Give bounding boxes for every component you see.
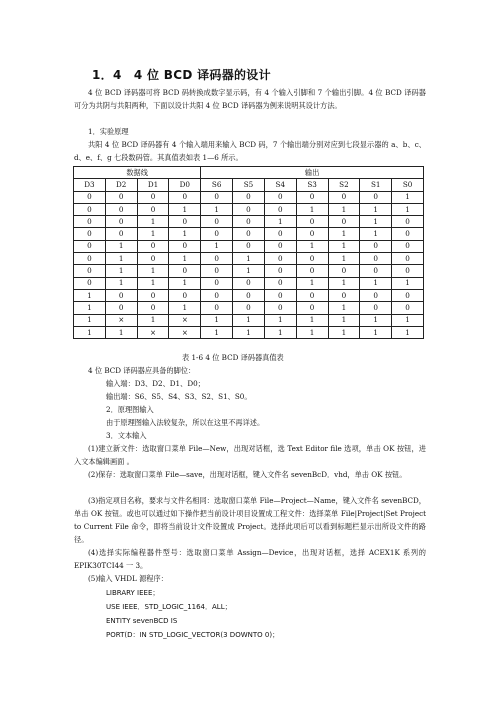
pins-input: 输入端：D3、D2、D1、D0； [106,379,205,388]
code-line: LIBRARY IEEE； [106,589,160,597]
table-cell: 1 [296,314,328,326]
table-cell: 1 [392,314,424,326]
table-cell: 0 [137,191,169,203]
table-cell: 1 [105,277,137,289]
step2-heading: 2．原理图输入 [106,405,154,414]
table-cell: 1 [201,240,233,252]
table-cell: 1 [296,277,328,289]
table-cell: 1 [264,314,296,326]
table-row [74,289,424,301]
table-cell: 1 [201,326,233,338]
column-header: S1 [360,179,392,191]
principle-paragraph: 共阳 4 位 BCD 译码器有 4 个输入端用来输入 BCD 码，7 个输出端分别对应到七段显示器的 a、b、c、d、e、f、g 七段数码管。其真值表如表 1—6 所示。 [74,140,426,162]
table-cell: 0 [264,265,296,277]
output-group-header: 输出 [201,167,424,179]
column-header: S5 [233,179,265,191]
table-cell: 0 [201,228,233,240]
table-cell: 0 [264,203,296,215]
table-row [74,240,424,252]
table-cell: 0 [137,302,169,314]
table-cell: 0 [74,228,106,240]
step-save: (2)保存：选取窗口菜单 File—save，出现对话框，键入文件名 sevenBcD．vhd，单击 OK 按钮。 [88,470,407,479]
table-cell: 1 [201,314,233,326]
table-cell: 1 [360,203,392,215]
table-cell: 0 [233,289,265,301]
table-cell: 0 [360,253,392,265]
table-cell: 0 [296,302,328,314]
table-cell: 1 [392,326,424,338]
table-cell: 1 [105,326,137,338]
table-cell: 0 [392,228,424,240]
table-cell: 1 [105,265,137,277]
table-cell: × [169,314,201,326]
table-cell: 0 [105,191,137,203]
table-cell: 1 [233,253,265,265]
table-body [74,191,424,339]
table-cell: × [169,326,201,338]
table-row [74,253,424,265]
table-cell: 1 [328,314,360,326]
table-cell: × [105,314,137,326]
table-cell: 1 [233,314,265,326]
step3-heading: 3．文本输入 [106,431,147,440]
table-cell: 1 [392,203,424,215]
table-row [74,326,424,338]
step-select-device: (4)选择实际编程器件型号：选取窗口菜单 Assign—Device，出现对话框，选择 ACEX1K 系列的 EPIK30TCI44 一 3。 [74,548,426,570]
table-cell: 0 [74,203,106,215]
input-group-header: 数据线 [74,167,201,179]
table-cell: 0 [296,228,328,240]
table-cell: 1 [360,326,392,338]
table-cell: 0 [360,191,392,203]
table-cell: 0 [105,302,137,314]
table-group-header-row [74,167,424,179]
column-header: S6 [201,179,233,191]
table-cell: 0 [264,302,296,314]
table-cell: 0 [201,216,233,228]
column-header: S2 [328,179,360,191]
table-cell: 0 [392,302,424,314]
table-cell: × [137,326,169,338]
table-cell: 0 [105,203,137,215]
column-header: D2 [105,179,137,191]
section-title: 1．4 4 位 BCD 译码器的设计 [92,68,271,82]
table-row [74,265,424,277]
table-cell: 0 [392,216,424,228]
table-cell: 0 [264,253,296,265]
table-cell: 0 [328,191,360,203]
pins-output: 输出端：S6、S5、S4、S3、S2、S1、S0。 [106,392,252,401]
table-cell: 1 [74,302,106,314]
table-cell: 0 [169,265,201,277]
table-row [74,228,424,240]
table-row [74,302,424,314]
code-line: PORT(D：IN STD_LOGIC_VECTOR(3 DOWNTO 0)； [106,631,280,639]
table-cell: 0 [328,265,360,277]
table-cell: 1 [328,253,360,265]
table-cell: 0 [137,289,169,301]
table-cell: 1 [137,216,169,228]
table-cell: 0 [74,253,106,265]
table-cell: 1 [296,326,328,338]
table-cell: 0 [392,253,424,265]
table-cell: 0 [201,253,233,265]
table-cell: 0 [201,191,233,203]
table-header-row [74,179,424,191]
table-cell: 0 [360,240,392,252]
table-cell: 1 [328,302,360,314]
table-cell: 0 [328,289,360,301]
table-cell: 0 [137,203,169,215]
column-header: D0 [169,179,201,191]
table-cell: 1 [169,277,201,289]
table-cell: 1 [169,302,201,314]
table-cell: 0 [233,228,265,240]
table-cell: 1 [360,228,392,240]
table-cell: 1 [137,228,169,240]
step-project-name: (3)指定项目名称，要求与文件名相同：选取窗口菜单 File—Project—Name，键入文件名 sevenBCD，单击 OK 按钮。或也可以通过如下操作把当前设计项目设置成工程文件：选择菜单 File|Project|Set Project to Current File 命令，即将当前设计文件设置成 Project。选择此项后可以看到标题栏显示出所设文件的路径。 [74,496,426,544]
table-row [74,203,424,215]
table-row [74,314,424,326]
table-cell: 0 [328,216,360,228]
table-cell: 0 [264,191,296,203]
column-header: S3 [296,179,328,191]
table-cell: 0 [392,289,424,301]
table-cell: 1 [264,216,296,228]
table-cell: 1 [74,289,106,301]
code-line: ENTITY sevenBCD IS [106,617,178,625]
table-cell: 1 [328,203,360,215]
table-cell: 1 [74,314,106,326]
table-cell: 1 [74,326,106,338]
table-cell: 0 [201,277,233,289]
table-cell: 0 [233,216,265,228]
table-cell: 0 [264,289,296,301]
table-cell: 1 [360,314,392,326]
table-cell: 0 [296,265,328,277]
table-cell: 0 [169,240,201,252]
table-cell: 0 [74,240,106,252]
table-cell: 0 [296,289,328,301]
table-row [74,191,424,203]
table-caption: 表 1-6 4 位 BCD 译码器真值表 [182,353,284,362]
table-cell: 0 [74,191,106,203]
table-cell: 1 [137,314,169,326]
intro-paragraph: 4 位 BCD 译码器可将 BCD 码转换成数字显示码，有 4 个输入引脚和 7 个输出引脚。4 位 BCD 译码器可分为共阴与共阳两种，下面以设计共阳 4 位 BCD 译码器为例来说明其设计方法。 [74,88,426,110]
table-cell: 0 [169,216,201,228]
table-cell: 0 [360,302,392,314]
table-cell: 0 [74,216,106,228]
table-cell: 0 [360,265,392,277]
table-cell: 0 [201,265,233,277]
table-cell: 0 [360,289,392,301]
table-cell: 1 [360,216,392,228]
table-cell: 0 [137,253,169,265]
table-cell: 1 [233,326,265,338]
table-cell: 1 [360,277,392,289]
table-cell: 0 [233,302,265,314]
table-cell: 0 [264,277,296,289]
table-cell: 0 [296,191,328,203]
table-cell: 0 [392,240,424,252]
table-cell: 1 [328,326,360,338]
table-cell: 0 [296,216,328,228]
column-header: S0 [392,179,424,191]
step2-text: 由于原理图输入法较复杂，所以在这里不再详述。 [106,418,265,427]
table-cell: 0 [233,240,265,252]
table-row [74,277,424,289]
table-cell: 1 [328,277,360,289]
table-cell: 0 [201,302,233,314]
step-new-file: (1)建立新文件：选取窗口菜单 File—New，出现对话框，选 Text Editor file 选项，单击 OK 按钮，进入文本编辑画面 。 [74,444,426,466]
table-cell: 0 [137,240,169,252]
table-cell: 1 [392,191,424,203]
table-cell: 0 [264,228,296,240]
table-cell: 1 [137,277,169,289]
table-cell: 1 [137,265,169,277]
table-cell: 0 [233,203,265,215]
table-cell: 0 [74,265,106,277]
table-cell: 1 [169,203,201,215]
table-cell: 1 [201,203,233,215]
code-line: USE IEEE．STD_LOGIC_1164．ALL； [106,603,232,611]
column-header: S4 [264,179,296,191]
table-cell: 1 [169,253,201,265]
table-cell: 0 [105,289,137,301]
column-header: D3 [74,179,106,191]
table-cell: 0 [105,216,137,228]
table-cell: 1 [392,277,424,289]
step1-heading: 1．实验原理 [88,127,129,136]
table-cell: 1 [233,265,265,277]
table-cell: 1 [328,240,360,252]
table-cell: 0 [169,289,201,301]
table-cell: 0 [296,253,328,265]
table-row [74,216,424,228]
table-cell: 0 [233,191,265,203]
table-cell: 1 [264,326,296,338]
table-cell: 1 [296,203,328,215]
table-cell: 0 [201,289,233,301]
table-cell: 0 [74,277,106,289]
table-cell: 1 [105,253,137,265]
table-cell: 1 [169,228,201,240]
table-cell: 1 [328,228,360,240]
table-cell: 0 [169,191,201,203]
table-cell: 1 [296,240,328,252]
pins-intro: 4 位 BCD 译码器应具备的脚位： [88,366,196,375]
table-cell: 0 [105,228,137,240]
step-vhdl-input: (5)输入 VHDL 源程序： [88,574,168,583]
truth-table [73,166,424,339]
column-header: D1 [137,179,169,191]
table-cell: 0 [233,277,265,289]
table-cell: 1 [105,240,137,252]
table-cell: 0 [392,265,424,277]
table-cell: 0 [264,240,296,252]
